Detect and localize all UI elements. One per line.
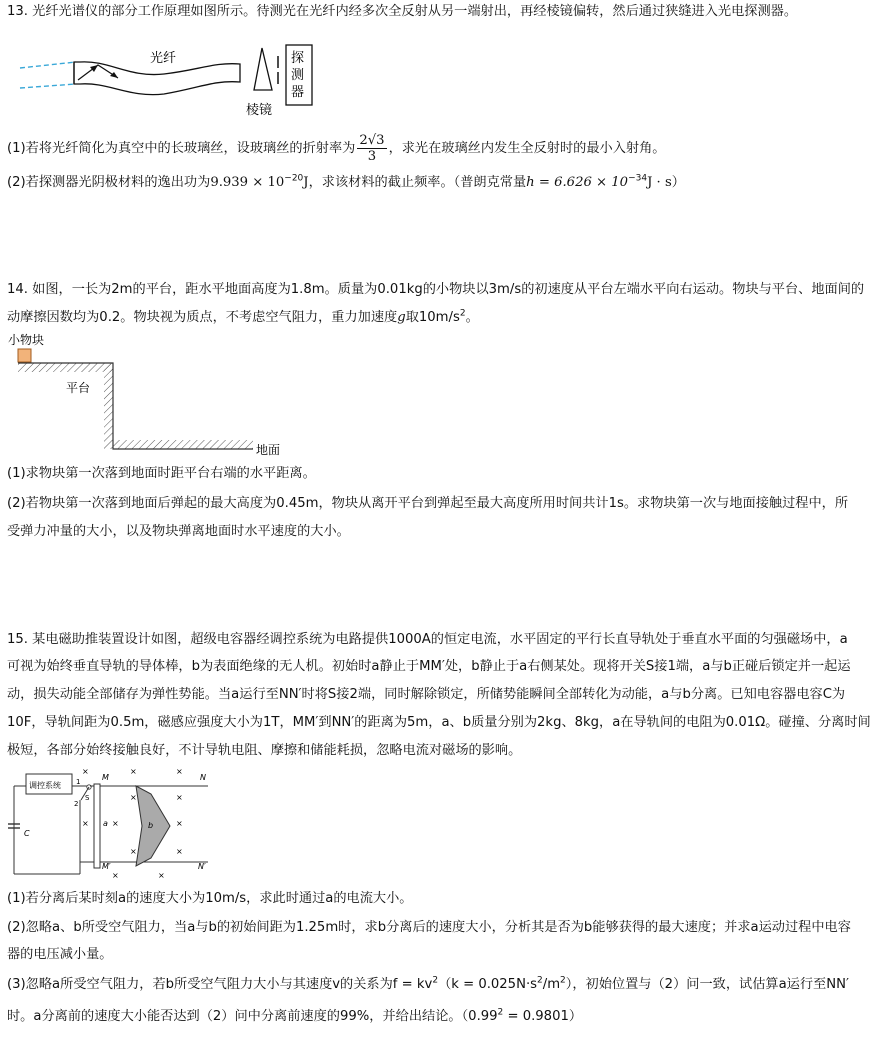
q13-part2: (2)若探测器光阴极材料的逸出功为$9.939 \times 10^{-20}J$，求该材料的截止频率。（普朗克常量$h = 6.626 \times 10^{-34}J \cdot s$）	[7, 173, 685, 190]
switch-2-label: 2	[74, 800, 79, 808]
field-cross-icon: ×	[112, 871, 119, 880]
switch-label: S	[85, 794, 90, 802]
field-cross-icon: ×	[82, 819, 89, 828]
field-cross-icon: ×	[112, 819, 119, 828]
q15-part3-line2: 时。a分离前的速度大小能否达到（2）问中分离前速度的99%，并给出结论。$(0.99^2 = 0.9801)$	[7, 1007, 583, 1024]
switch-1-label: 1	[76, 778, 81, 786]
label-M: M	[102, 773, 109, 782]
refractive-index-fraction: $\frac{2√3}{3}$	[359, 132, 385, 164]
detector-label-2: 测	[291, 68, 305, 83]
field-cross-icon: ×	[158, 871, 165, 880]
field-cross-icon: ×	[176, 819, 183, 828]
field-cross-icon: ×	[130, 847, 137, 856]
q14-stem-line1: 14. 如图，一长为2m的平台，距水平地面高度为1.8m。质量为0.01kg的小物块以3m/s的初速度从平台左端水平向右运动。物块与平台、地面间的	[7, 282, 865, 297]
q15-stem-line2: 可视为始终垂直导轨的导体棒，b为表面绝缘的无人机。初始时a静止于MM′处，b静止于a右侧某处。现将开关S接1端，a与b正碰后锁定并一起运	[7, 659, 851, 674]
label-N: N	[200, 773, 206, 782]
drone-b-label: b	[148, 821, 154, 830]
block-label: 小物块	[8, 333, 45, 347]
fiber-label: 光纤	[150, 51, 177, 66]
field-cross-icon: ×	[176, 847, 183, 856]
capacitor-label: C	[24, 829, 30, 838]
label-N-prime: N′	[198, 862, 206, 871]
label-M-prime: M′	[102, 862, 111, 871]
field-cross-icon: ×	[176, 767, 183, 776]
q15-stem-line5: 极短，各部分始终接触良好，不计导轨电阻、摩擦和储能耗损，忽略电流对磁场的影响。	[7, 743, 522, 758]
q13-figure	[14, 40, 314, 120]
ground-label: 地面	[256, 443, 281, 457]
rod-a	[94, 784, 100, 868]
q15-part2-line2: 器的电压减小量。	[7, 947, 113, 962]
prism-shape	[254, 48, 272, 90]
q14-part1: (1)求物块第一次落到地面时距平台右端的水平距离。	[7, 466, 316, 481]
platform-outline	[18, 363, 253, 449]
field-cross-icon: ×	[130, 793, 137, 802]
q15-part1: (1)若分离后某时刻a的速度大小为10m/s，求此时通过a的电流大小。	[7, 891, 413, 906]
q15-stem-line3: 动，损失动能全部储存为弹性势能。当a运行至NN′时将S接2端，同时解除锁定，所储势能瞬间全部转化为动能，a与b分离。已知电容器电容C为	[7, 687, 846, 702]
platform-label: 平台	[66, 381, 91, 395]
q15-figure	[8, 764, 218, 882]
q14-figure	[8, 332, 298, 460]
q15-part2-line1: (2)忽略a、b所受空气阻力，当a与b的初始间距为1.25m时，求b分离后的速度大小，分析其是否为b能够获得的最大速度；并求a运动过程中电容	[7, 920, 851, 935]
detector-label-3: 器	[291, 85, 305, 100]
q15-part3-line1: (3)忽略a所受空气阻力，若b所受空气阻力大小与其速度v的关系为$f = kv^2(k = 0.025N\cdot s^2/m^2)$，初始位置与（2）问一致，试估算a运行至NN′	[7, 975, 849, 992]
ground-hatch	[113, 440, 253, 449]
q13-part1: (1)若将光纤简化为真空中的长玻璃丝，设玻璃丝的折射率为 $\frac{2√3}{3}$ ，求光在玻璃丝内发生全反射时的最小入射角。	[7, 132, 666, 164]
fiber-shape	[74, 62, 240, 95]
control-system-label: 调控系统	[29, 781, 61, 790]
prism-label: 棱镜	[246, 103, 273, 118]
platform-hatch	[18, 363, 113, 372]
field-cross-icon: ×	[130, 767, 137, 776]
q15-stem-line1: 15. 某电磁助推装置设计如图，超级电容器经调控系统为电路提供1000A的恒定电流，水平固定的平行长直导轨处于垂直水平面的匀强磁场中，a	[7, 632, 848, 647]
field-cross-icon: ×	[82, 767, 89, 776]
field-cross-icon: ×	[176, 793, 183, 802]
detector-label-1: 探	[291, 51, 305, 66]
q14-part2-line2: 受弹力冲量的大小，以及物块弹离地面时水平速度的大小。	[7, 524, 350, 539]
q15-stem-line4: 10F，导轨间距为0.5m，磁感应强度大小为1T，MM′到NN′的距离为5m，a、b质量分别为2kg、8kg，a在导轨间的电阻为0.01Ω。碰撞、分离时间	[7, 715, 871, 730]
incoming-ray-upper	[20, 62, 76, 68]
block-shape	[18, 349, 31, 362]
incoming-ray-lower	[20, 84, 76, 88]
q14-stem-line2: 动摩擦因数均为0.2。物块视为质点，不考虑空气阻力，重力加速度g取$10m/s^2$。	[7, 308, 479, 325]
q14-part2-line1: (2)若物块第一次落到地面后弹起的最大高度为0.45m，物块从离开平台到弹起至最大高度所用时间共计1s。求物块第一次与地面接触过程中，所	[7, 496, 849, 511]
platform-side-hatch	[104, 363, 113, 449]
q13-stem: 13. 光纤光谱仪的部分工作原理如图所示。待测光在光纤内经多次全反射从另一端射出，再经棱镜偏转，然后通过狭缝进入光电探测器。	[7, 4, 798, 19]
rod-a-label: a	[103, 819, 108, 828]
